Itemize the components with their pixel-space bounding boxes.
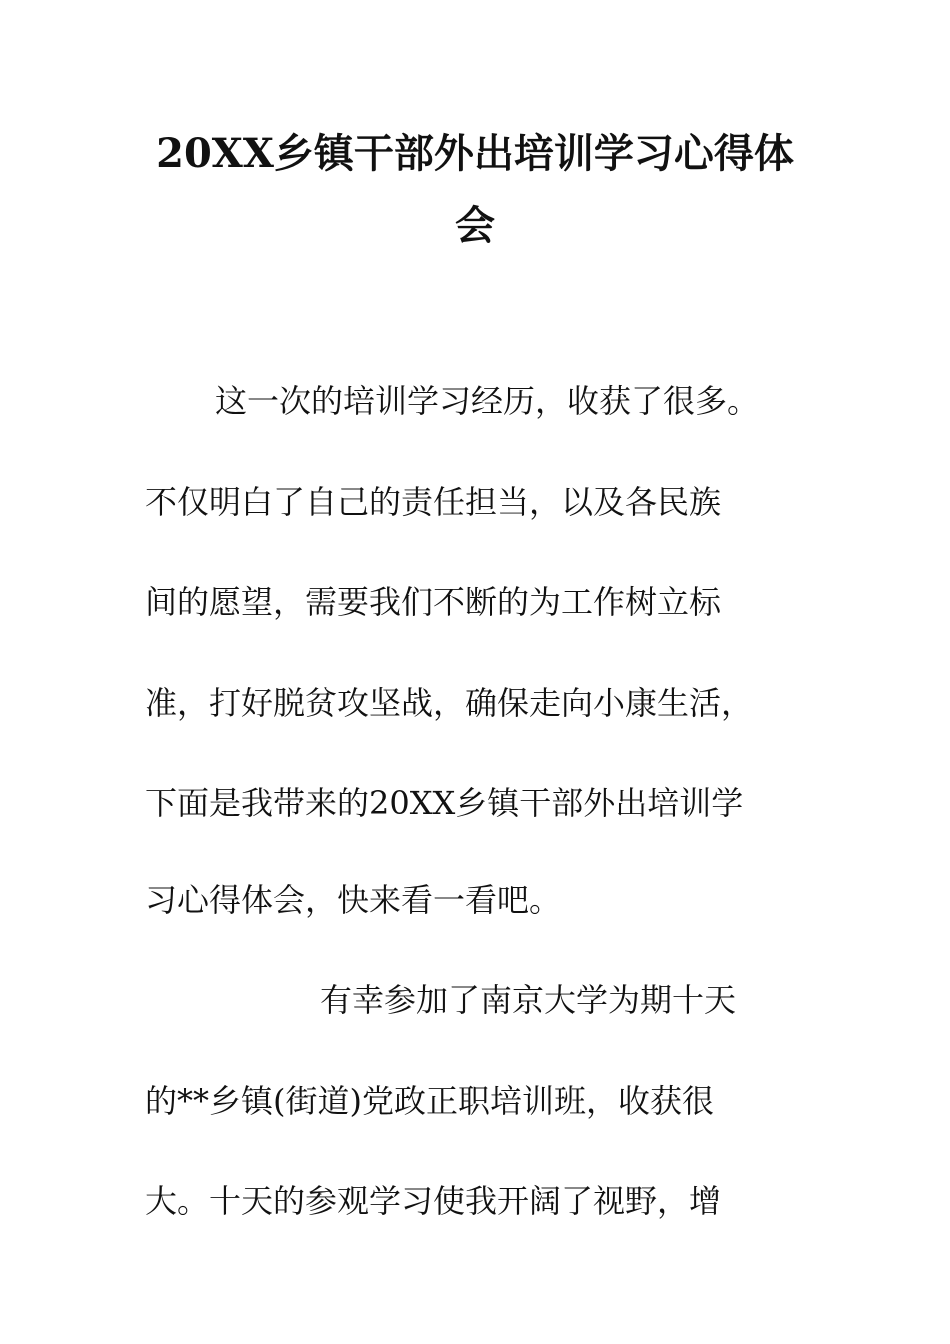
title-line-2: 会 <box>455 202 495 249</box>
body-text-line: 准，打好脱贫攻坚战，确保走向小康生活， <box>145 684 754 722</box>
body-text-line: 不仅明白了自己的责任担当，以及各民族 <box>145 483 722 521</box>
body-text-line: 间的愿望，需要我们不断的为工作树立标 <box>145 583 722 621</box>
body-text-line: 的**乡镇(街道)党政正职培训班，收获很 <box>145 1082 714 1120</box>
body-text-line: 大。十天的参观学习使我开阔了视野，增 <box>145 1182 722 1220</box>
body-text-line: 下面是我带来的20XX乡镇干部外出培训学 <box>145 784 744 822</box>
body-text-line: 习心得体会，快来看一看吧。 <box>145 881 562 919</box>
body-text-line: 这一次的培训学习经历，收获了很多。 <box>215 382 760 420</box>
document-title <box>145 118 805 262</box>
body-text-line: 有幸参加了南京大学为期十天 <box>320 981 737 1019</box>
title-line-1: 20XX乡镇干部外出培训学习心得体 <box>156 130 794 177</box>
